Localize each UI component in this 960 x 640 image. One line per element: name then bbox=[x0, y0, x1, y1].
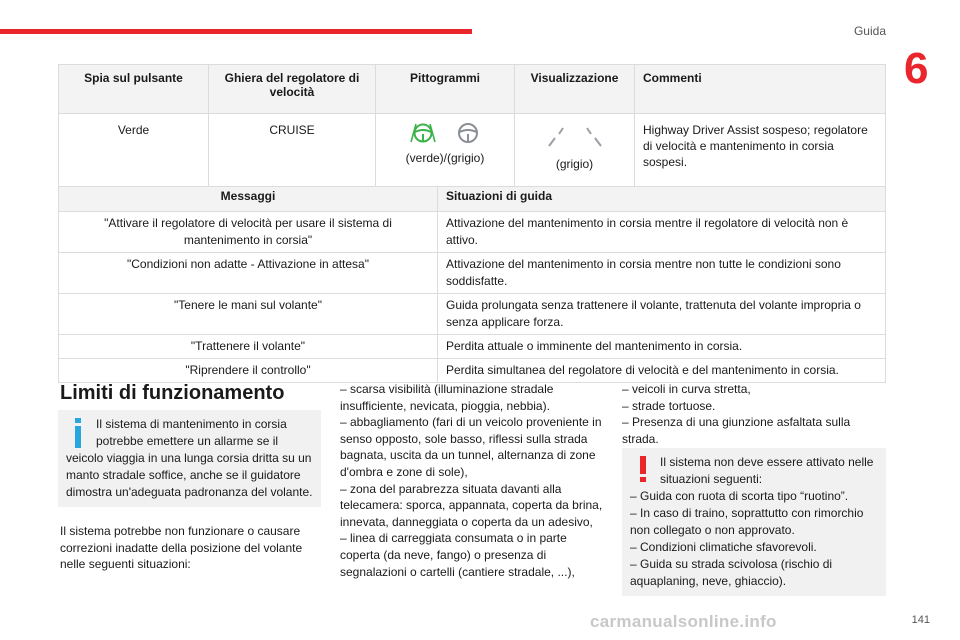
list-item: – linea di carreggiata consumata o in parte coperta (da neve, fango) o presenza di segnalazioni o cartelli (cantiere stradale, ...), bbox=[340, 531, 575, 579]
situation-cell: Perdita attuale o imminente del mantenimento in corsia. bbox=[438, 335, 886, 359]
situation-cell: Guida prolungata senza trattenere il volante, trattenuta del volante impropria o senza applicare forza. bbox=[438, 294, 886, 335]
message-cell: "Riprendere il controllo" bbox=[59, 359, 438, 383]
cell-spia: Verde bbox=[59, 114, 209, 193]
table-row bbox=[59, 212, 886, 253]
list-item: – veicoli in curva stretta, bbox=[622, 382, 751, 396]
chapter-number: 6 bbox=[904, 44, 929, 93]
list-item: – Guida con ruota di scorta tipo “ruotino”. bbox=[630, 489, 849, 503]
cell-pittogrammi bbox=[376, 114, 515, 193]
table-row bbox=[59, 359, 886, 383]
pittogrammi-caption: (verde)/(grigio) bbox=[405, 151, 485, 165]
lane-lines-grey-icon bbox=[543, 124, 607, 150]
col-header-visualizzazione: Visualizzazione bbox=[515, 65, 635, 114]
indicator-table bbox=[58, 64, 886, 193]
list-item: – Guida su strada scivolosa (rischio di aquaplaning, neve, ghiaccio). bbox=[630, 557, 833, 588]
conditions-list-mid bbox=[340, 381, 608, 580]
warning-title: Il sistema non deve essere attivato nelle situazioni seguenti: bbox=[660, 455, 874, 486]
watermark: carmanualsonline.info bbox=[590, 612, 777, 631]
message-cell: "Attivare il regolatore di velocità per usare il sistema di mantenimento in corsia" bbox=[59, 212, 438, 253]
col-header-spia: Spia sul pulsante bbox=[59, 65, 209, 114]
list-item: – In caso di traino, soprattutto con rimorchio non collegato o non approvato. bbox=[630, 506, 864, 537]
cell-commenti: Highway Driver Assist sospeso; regolatore di velocità e mantenimento in corsia sospesi. bbox=[635, 114, 886, 193]
header-accent-bar bbox=[0, 29, 472, 34]
section-heading: Limiti di funzionamento bbox=[60, 382, 285, 404]
col-header-situazioni: Situazioni di guida bbox=[438, 187, 886, 212]
section-title: Guida bbox=[853, 24, 886, 38]
col-header-messaggi: Messaggi bbox=[59, 187, 438, 212]
page-number: 141 bbox=[911, 614, 930, 626]
info-note-box bbox=[58, 410, 321, 507]
situation-cell: Attivazione del mantenimento in corsia mentre non tutte le condizioni sono soddisfatte. bbox=[438, 253, 886, 294]
cell-visualizzazione bbox=[515, 114, 635, 193]
message-cell: "Condizioni non adatte - Attivazione in attesa" bbox=[59, 253, 438, 294]
col-header-pittogrammi: Pittogrammi bbox=[376, 65, 515, 114]
message-cell: "Tenere le mani sul volante" bbox=[59, 294, 438, 335]
situation-cell: Attivazione del mantenimento in corsia mentre il regolatore di velocità non è attivo. bbox=[438, 212, 886, 253]
info-note-text: Il sistema di mantenimento in corsia potrebbe emettere un allarme se il veicolo viaggia in una lunga corsia dritta su un manto stradale soffice, anche se il guidatore dimostra un'adeguata padronanza del volante. bbox=[66, 417, 313, 499]
col-header-commenti: Commenti bbox=[635, 65, 886, 114]
list-item: – Condizioni climatiche sfavorevoli. bbox=[630, 540, 817, 554]
list-item: – abbagliamento (fari di un veicolo proveniente in senso opposto, sole basso, riflessi sulla strada bagnata, uscita da un tunnel, alternanza di zone d'ombra e zone di sole), bbox=[340, 415, 602, 479]
cell-ghiera: CRUISE bbox=[209, 114, 376, 193]
list-item: – Presenza di una giunzione asfaltata sulla strada. bbox=[622, 415, 851, 446]
list-item: – strade tortuose. bbox=[622, 398, 716, 413]
list-item: – zona del parabrezza situata davanti alla telecamera: sporca, appannata, coperta da brina, innevata, danneggiata o coperta da un adesivo, bbox=[340, 481, 603, 529]
steering-wheel-lane-green-icon bbox=[410, 122, 436, 144]
steering-wheel-grey-icon bbox=[456, 122, 480, 144]
warning-icon bbox=[630, 454, 656, 484]
intro-paragraph: Il sistema potrebbe non funzionare o causare correzioni inadatte della posizione del volante nelle seguenti situazioni: bbox=[60, 524, 303, 572]
table-row bbox=[59, 253, 886, 294]
warning-box bbox=[622, 448, 886, 596]
messages-table bbox=[58, 186, 886, 383]
list-item: – scarsa visibilità (illuminazione stradale insufficiente, nevicata, pioggia, nebbia). bbox=[340, 382, 554, 413]
visualizzazione-caption: (grigio) bbox=[555, 157, 594, 171]
situation-cell: Perdita simultanea del regolatore di velocità e del mantenimento in corsia. bbox=[438, 359, 886, 383]
info-icon bbox=[66, 416, 92, 450]
col-header-ghiera: Ghiera del regolatore di velocità bbox=[209, 65, 376, 114]
conditions-list-right bbox=[622, 381, 886, 447]
table-row bbox=[59, 335, 886, 359]
message-cell: "Trattenere il volante" bbox=[59, 335, 438, 359]
table-row bbox=[59, 294, 886, 335]
